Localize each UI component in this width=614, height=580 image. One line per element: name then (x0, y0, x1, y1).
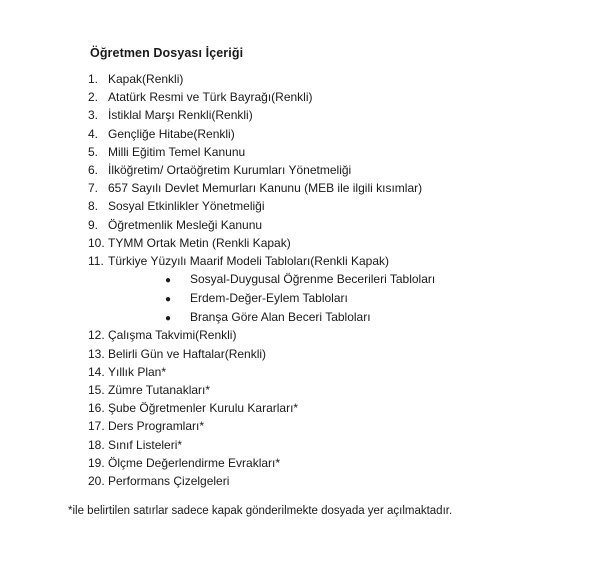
list-item (88, 347, 435, 365)
list-item (88, 72, 435, 90)
sub-list-item (88, 291, 435, 310)
item-text: Türkiye Yüzyılı Maarif Modeli Tabloları(Renkli Kapak) (108, 253, 389, 268)
item-text: Belirli Gün ve Haftalar(Renkli) (108, 346, 267, 361)
item-number: 18. (88, 437, 105, 452)
item-number: 11. (88, 253, 104, 268)
item-number: 14. (88, 364, 105, 379)
item-number: 3. (88, 108, 99, 123)
item-number: 7. (88, 181, 99, 196)
list-item (88, 456, 435, 474)
item-number: 17. (88, 419, 105, 434)
item-number: 5. (88, 144, 99, 159)
sub-item-text: Branşa Göre Alan Beceri Tabloları (190, 309, 371, 324)
item-text: Sınıf Listeleri* (108, 437, 183, 452)
sub-list-item (88, 310, 435, 329)
bullet-icon: ● (165, 293, 172, 305)
list-item (88, 328, 435, 346)
list-item (88, 163, 435, 181)
item-number: 9. (88, 217, 99, 232)
item-text: Yıllık Plan* (108, 364, 167, 379)
list-item (88, 127, 435, 145)
item-number: 19. (88, 455, 105, 470)
list-item (88, 401, 435, 419)
item-text: Şube Öğretmenler Kurulu Kararları* (108, 401, 299, 416)
list-item (88, 254, 435, 272)
sub-list-item (88, 272, 435, 291)
item-text: Gençliğe Hitabe(Renkli) (108, 126, 235, 141)
item-text: TYMM Ortak Metin (Renkli Kapak) (108, 235, 291, 250)
list-item (88, 145, 435, 163)
item-text: Kapak(Renkli) (108, 72, 184, 86)
list-item (88, 181, 435, 199)
item-number: 10. (88, 235, 105, 250)
sub-item-text: Sosyal-Duygusal Öğrenme Becerileri Tabloları (190, 272, 436, 287)
list-item (88, 108, 435, 126)
list-item (88, 218, 435, 236)
bullet-icon: ● (165, 312, 172, 324)
list-item (88, 199, 435, 217)
content-list (88, 72, 435, 492)
item-number: 16. (88, 401, 105, 416)
item-number: 2. (88, 90, 99, 105)
item-text: Sosyal Etkinlikler Yönetmeliği (108, 199, 265, 214)
item-number: 1. (88, 72, 99, 86)
list-item (88, 474, 435, 492)
footnote: *ile belirtilen satırlar sadece kapak gönderilmekte dosyada yer açılmaktadır. (68, 505, 453, 517)
item-number: 8. (88, 199, 99, 214)
item-text: 657 Sayılı Devlet Memurları Kanunu (MEB ile ilgili kısımlar) (108, 181, 423, 196)
item-text: Atatürk Resmi ve Türk Bayrağı(Renkli) (108, 90, 313, 105)
item-text: Performans Çizelgeleri (108, 473, 230, 488)
item-number: 6. (88, 162, 99, 177)
list-item (88, 438, 435, 456)
item-text: Ders Programları* (108, 419, 205, 434)
item-text: Öğretmenlik Mesleği Kanunu (108, 217, 263, 232)
item-number: 20. (88, 473, 105, 488)
item-number: 12. (88, 328, 105, 343)
list-item (88, 90, 435, 108)
item-text: Zümre Tutanakları* (108, 383, 211, 398)
bullet-icon: ● (165, 275, 172, 287)
item-text: Çalışma Takvimi(Renkli) (108, 328, 237, 343)
list-item (88, 419, 435, 437)
item-number: 13. (88, 346, 105, 361)
sub-item-text: Erdem-Değer-Eylem Tabloları (190, 290, 348, 305)
page-title: Öğretmen Dosyası İçeriği (90, 46, 244, 60)
item-text: İstiklal Marşı Renkli(Renkli) (108, 108, 253, 123)
item-number: 15. (88, 383, 105, 398)
list-item (88, 236, 435, 254)
item-text: İlköğretim/ Ortaöğretim Kurumları Yönetmeliği (108, 162, 352, 177)
item-number: 4. (88, 126, 99, 141)
item-text: Ölçme Değerlendirme Evrakları* (108, 455, 281, 470)
list-item (88, 383, 435, 401)
item-text: Milli Eğitim Temel Kanunu (108, 144, 246, 159)
list-item (88, 365, 435, 383)
